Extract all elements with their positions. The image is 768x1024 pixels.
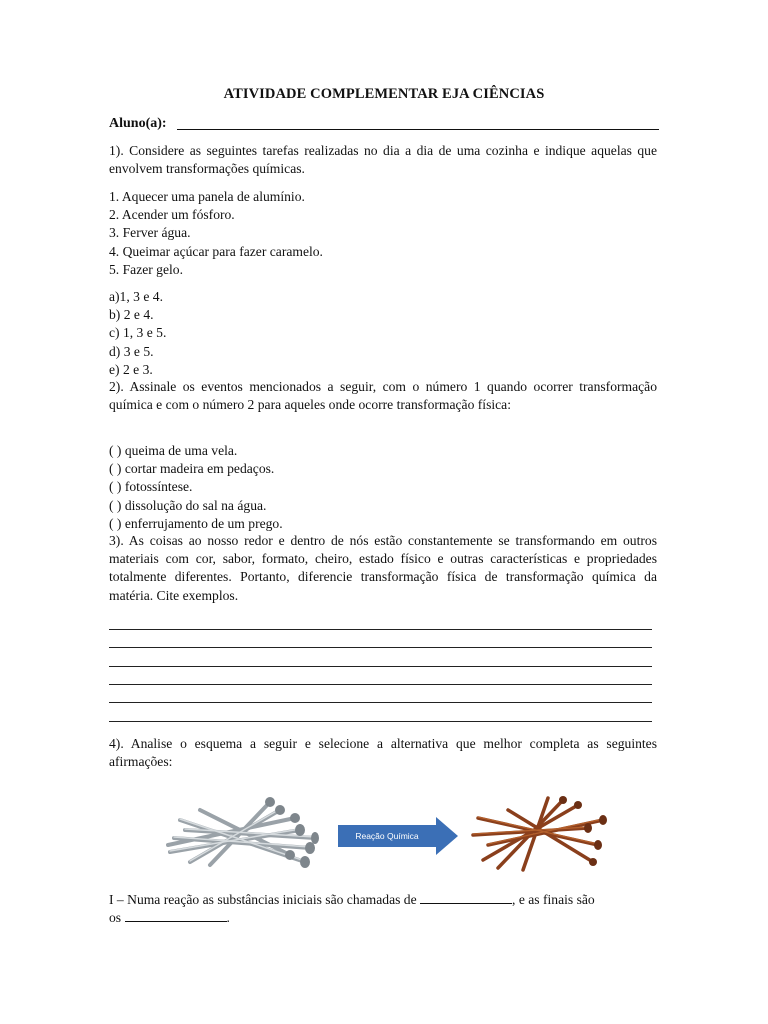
q1-item: 3. Ferver água.	[109, 225, 191, 241]
question-1-items	[109, 188, 657, 279]
q2-item[interactable]: ( ) queima de uma vela.	[109, 443, 238, 458]
answer-line[interactable]	[109, 666, 652, 667]
arrow-head-icon	[436, 817, 458, 855]
q1-option[interactable]: a)1, 3 e 4.	[109, 289, 163, 304]
reaction-diagram	[160, 790, 610, 875]
q1-item: 5. Fazer gelo.	[109, 261, 183, 277]
answer-line[interactable]	[109, 684, 652, 685]
q1-option[interactable]: d) 3 e 5.	[109, 343, 154, 359]
blank-final-substances[interactable]	[125, 910, 227, 922]
question-1-options	[109, 288, 657, 379]
question-4-statement: I – Numa reação as substâncias iniciais são chamadas de , e as finais são os .	[109, 892, 595, 926]
q1-option[interactable]: c) 1, 3 e 5.	[109, 325, 167, 341]
student-name-field[interactable]	[177, 129, 659, 130]
question-1-prompt: 1). Considere as seguintes tarefas realizadas no dia a dia de uma cozinha e indique aquelas que envolvem transformações químicas.	[109, 143, 657, 177]
question-2-prompt: 2). Assinale os eventos mencionados a seguir, com o número 1 quando ocorrer transformação química e com o número 2 para aqueles onde ocorre transformação física:	[109, 379, 657, 413]
reaction-arrow: Reação Química	[338, 825, 436, 847]
answer-line[interactable]	[109, 647, 652, 648]
q1-item: 2. Acender um fósforo.	[109, 207, 235, 223]
question-3-prompt: 3). As coisas ao nosso redor e dentro de nós estão constantemente se transformando em outros materiais com cor, sabor, formato, cheiro, estado físico e outras características e propriedades totalmente diferentes. Portanto, diferencie transformação física de transformação química da matéria. Cite exemplos.	[109, 533, 657, 603]
blank-initial-substances[interactable]	[420, 892, 512, 904]
page-title: ATIVIDADE COMPLEMENTAR EJA CIÊNCIAS	[223, 86, 545, 102]
student-name-label: Aluno(a):	[109, 116, 167, 131]
answer-line[interactable]	[109, 629, 652, 630]
q2-item[interactable]: ( ) enferrujamento de um prego.	[109, 515, 283, 531]
statement-text: I – Numa reação as substâncias iniciais são chamadas de	[109, 892, 417, 907]
answer-line[interactable]	[109, 702, 652, 703]
question-4-prompt: 4). Analise o esquema a seguir e selecione a alternativa que melhor completa as seguintes afirmações:	[109, 736, 657, 770]
answer-line[interactable]	[109, 721, 652, 722]
q2-item[interactable]: ( ) fotossíntese.	[109, 479, 193, 495]
q1-item: 1. Aquecer uma panela de alumínio.	[109, 189, 305, 204]
new-nails-image	[160, 790, 320, 875]
statement-text: , e as finais são	[512, 892, 595, 907]
q2-item[interactable]: ( ) cortar madeira em pedaços.	[109, 461, 275, 477]
rusty-nails-image	[468, 790, 608, 875]
q1-option[interactable]: b) 2 e 4.	[109, 307, 154, 323]
q1-item: 4. Queimar açúcar para fazer caramelo.	[109, 243, 323, 259]
statement-text: os	[109, 910, 122, 926]
question-2-items	[109, 442, 657, 533]
q1-option[interactable]: e) 2 e 3.	[109, 361, 153, 377]
q2-item[interactable]: ( ) dissolução do sal na água.	[109, 497, 267, 513]
